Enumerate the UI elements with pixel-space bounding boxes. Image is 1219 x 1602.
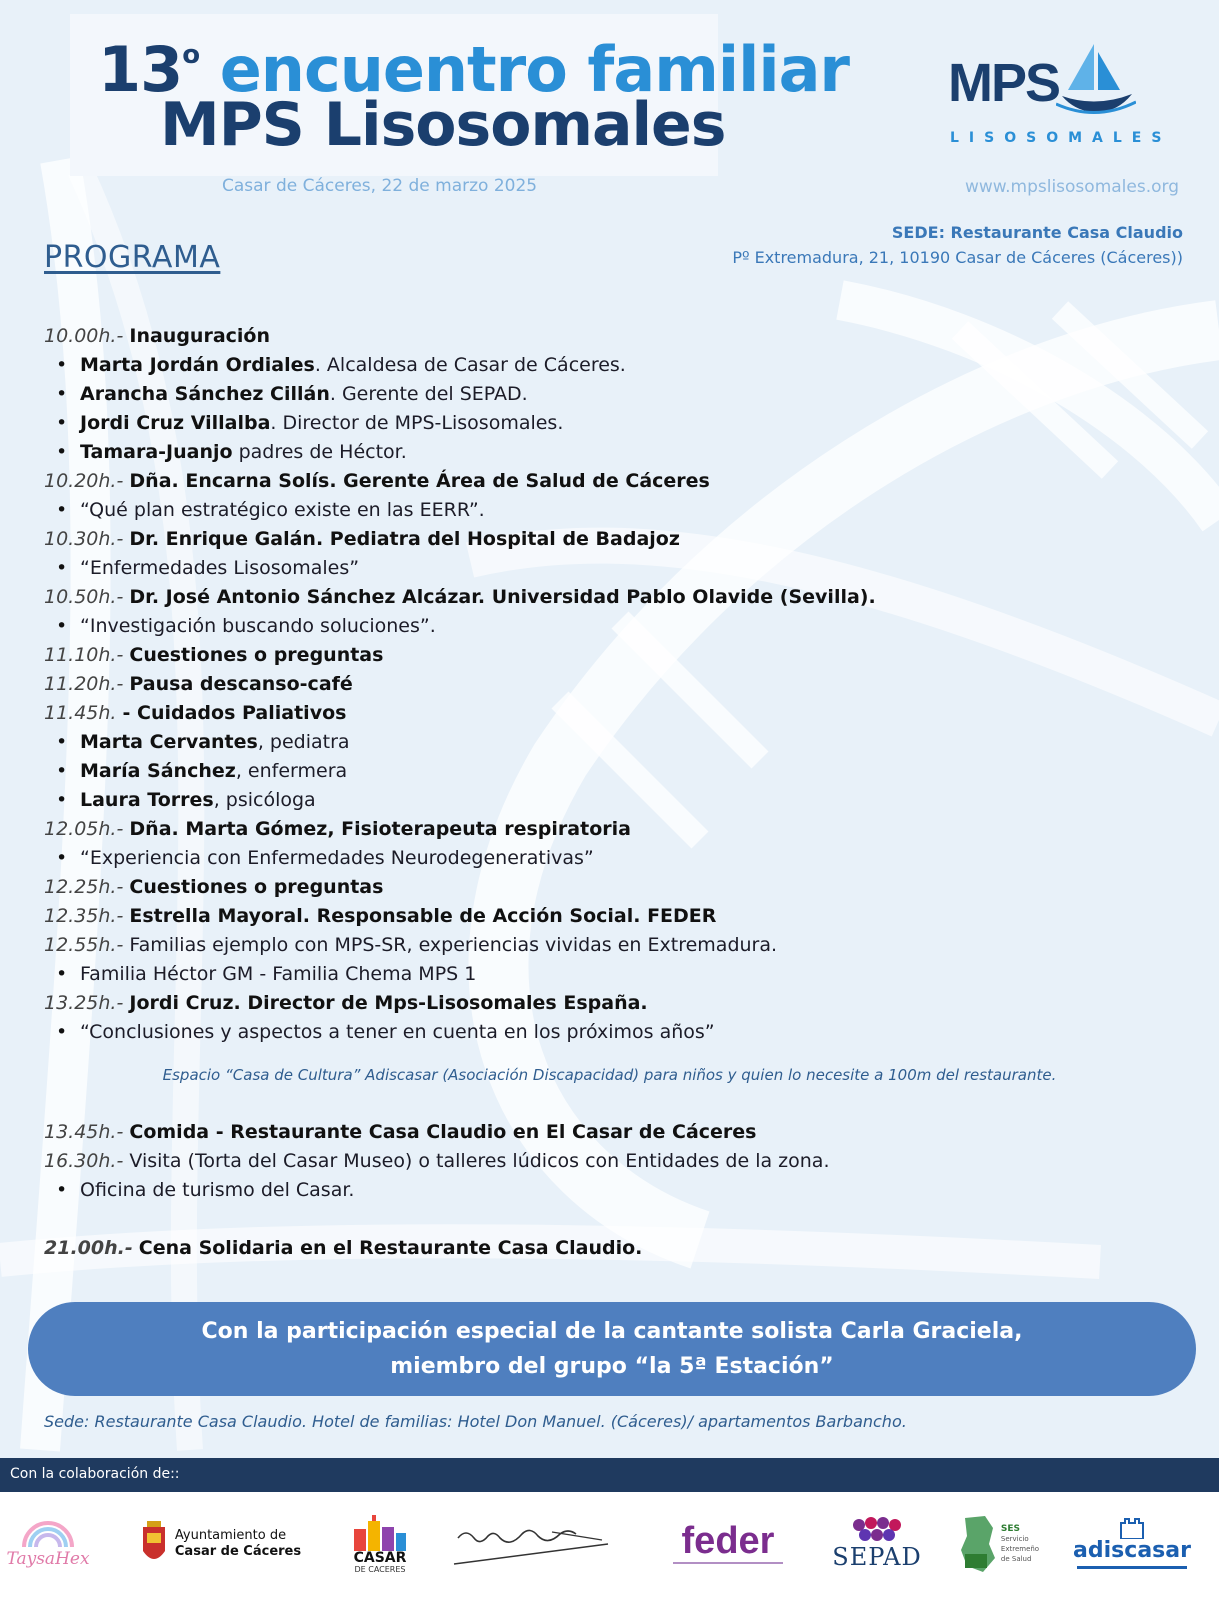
town-icon [352,1515,408,1551]
program-item-text: “Investigación buscando soluciones”. [80,615,436,637]
casar-text: CASAR [353,1549,407,1566]
program-item-title: Tamara-Juanjo [80,441,233,463]
program-item-text: “Qué plan estratégico existe en las EERR”. [80,499,485,521]
taysahex-text: TaysaHex [6,1549,90,1569]
casar-logo [344,1504,416,1584]
extremadura-map-icon [959,1514,999,1574]
program-time-item [44,641,1164,670]
venue-title: SEDE: Restaurante Casa Claudio [891,223,1183,242]
program-bullet-item [44,409,1164,438]
program-item-title: Cena Solidaria en el Restaurante Casa Claudio. [138,1237,643,1259]
program-time-item [44,1234,1164,1263]
banner-line1: Con la participación especial de la cantante solista Carla Graciela, [201,1319,1023,1344]
edition-number: 13 [98,33,183,106]
sepad-text: SEPAD [832,1543,922,1571]
program-item-text: Familia Héctor GM - Familia Chema MPS 1 [80,963,477,985]
program-time: 11.45h. [44,702,117,724]
program-item-title: Cuestiones o preguntas [129,876,384,898]
program-time-item [44,815,1164,844]
boat-icon [1056,42,1136,122]
castle-icon [1119,1517,1145,1539]
program-time: 10.30h.- [44,528,124,550]
program-time: 13.25h.- [44,992,124,1014]
taysahex-logo [8,1504,88,1584]
program-time-item [44,699,1164,728]
program-item-title: Arancha Sánchez Cillán [80,383,330,405]
program-bullet-item [44,844,1164,873]
program-item-title: Marta Jordán Ordiales [80,354,315,376]
feder-text: feder [681,1520,775,1562]
program-item-text: Familias ejemplo con MPS-SR, experiencias vividas en Extremadura. [129,934,778,956]
program-time-item [44,873,1164,902]
adiscasar-waves-icon [1077,1563,1187,1571]
mps-logo-text: MPS [948,53,1060,113]
mps-logo-subtext: LISOSOMALES [950,130,1172,146]
program-bullet-item [44,612,1164,641]
program-item-text: “Experiencia con Enfermedades Neurodegenerativas” [80,847,594,869]
program-time: 12.55h.- [44,934,124,956]
coat-of-arms-icon [141,1521,167,1567]
feder-logo [668,1504,788,1584]
program-time: 12.25h.- [44,876,124,898]
program-item-text: padres de Héctor. [232,441,407,463]
program-item-text: , psicóloga [213,789,316,811]
program-time: 12.05h.- [44,818,124,840]
ayuntamiento-line1: Ayuntamiento de [174,1528,287,1543]
program-time: 11.10h.- [44,644,124,666]
program-time-item [44,1147,1164,1176]
sepad-logo [832,1504,922,1584]
program-time-item [44,902,1164,931]
program-item-title: Jordi Cruz. Director de Mps-Lisosomales España. [129,992,648,1014]
program-time: 11.20h.- [44,673,124,695]
ayuntamiento-logo [132,1504,310,1584]
banner-line2: miembro del grupo “la 5ª Estación” [390,1354,834,1379]
program-item-text: Visita (Torta del Casar Museo) o talleres lúdicos con Entidades de la zona. [129,1150,830,1172]
special-guest-banner [28,1302,1196,1396]
website-link[interactable]: www.mpslisosomales.org [964,177,1179,197]
mps-logo [948,42,1178,152]
program-bullet-item [44,1018,1164,1047]
feder-underline-icon [673,1560,783,1566]
program-bullet-item [44,496,1164,525]
program-item-title: Dña. Encarna Solís. Gerente Área de Salud de Cáceres [129,470,710,492]
program-item-title: - Cuidados Paliativos [122,702,347,724]
program-item-text: . Alcaldesa de Casar de Cáceres. [314,354,626,376]
program-item-title: Pausa descanso-café [129,673,353,695]
section-title: PROGRAMA [44,240,221,275]
edition-ordinal: o [182,40,200,70]
program-time-item [44,583,1164,612]
program-time: 10.20h.- [44,470,124,492]
program-bullet-item [44,380,1164,409]
ses-sub1: Servicio [1000,1535,1029,1543]
ses-sub3: de Salud [1000,1555,1032,1563]
adiscasar-text: adiscasar [1073,1538,1191,1563]
program-item-text: , pediatra [257,731,350,753]
rainbow-icon [18,1519,78,1549]
program-bullet-item [44,757,1164,786]
program-bullet-item [44,728,1164,757]
program-time: 10.50h.- [44,586,124,608]
sponsor-logos [0,1492,1219,1602]
program-item-title: Cuestiones o preguntas [129,644,384,666]
program-item-text: . Gerente del SEPAD. [329,383,528,405]
program-item-title: Dr. José Antonio Sánchez Alcázar. Universidad Pablo Olavide (Sevilla). [129,586,876,608]
program-time: 13.45h.- [44,1121,124,1143]
program-item-title: María Sánchez [80,760,236,782]
ses-sub2: Extremeño [1000,1545,1040,1553]
collaboration-bar [0,1458,1219,1492]
program-item-text: Oficina de turismo del Casar. [80,1179,355,1201]
program-item-title: Estrella Mayoral. Responsable de Acción Social. FEDER [129,905,717,927]
program-time: 16.30h.- [44,1150,124,1172]
program-time-item [44,322,1164,351]
program-time-item [44,467,1164,496]
program-item-text: “Enfermedades Lisosomales” [80,557,360,579]
program-item-title: Inauguración [129,325,271,347]
program-item-title: Comida - Restaurante Casa Claudio en El Casar de Cáceres [129,1121,757,1143]
program-bullet-item [44,1176,1164,1205]
lodging-info: Sede: Restaurante Casa Claudio. Hotel de familias: Hotel Don Manuel. (Cáceres)/ apartamentos Barbancho. [44,1412,907,1431]
casar-subtext: DE CACERES [354,1564,406,1574]
program-time-item [44,931,1164,960]
program-spacer [44,1205,1164,1234]
program-bullet-item [44,960,1164,989]
program-list [44,322,1164,1047]
program-time-item [44,670,1164,699]
program-time-item [44,525,1164,554]
program-item-title: Marta Cervantes [80,731,258,753]
program-item-title: Dña. Marta Gómez, Fisioterapeuta respiratoria [129,818,631,840]
program-time: 12.35h.- [44,905,124,927]
program-time: 10.00h.- [44,325,124,347]
childcare-note: Espacio “Casa de Cultura” Adiscasar (Asociación Discapacidad) para niños y quien lo necesite a 100m del restaurante. [162,1066,1057,1084]
ayuntamiento-line2: Casar de Cáceres [174,1544,302,1559]
program-item-text: “Conclusiones y aspectos a tener en cuenta en los próximos años” [80,1021,715,1043]
program-bullet-item [44,786,1164,815]
collaboration-label: Con la colaboración de:: [10,1466,180,1482]
program-list-afternoon [44,1118,1164,1263]
event-place-date: Casar de Cáceres, 22 de marzo 2025 [222,176,538,196]
casa-claudio-signature-logo [448,1504,616,1584]
program-bullet-item [44,351,1164,380]
program-time-item [44,989,1164,1018]
event-title-line2: MPS Lisosomales [160,90,726,160]
signature-icon [452,1514,612,1574]
ses-text: SES [1000,1524,1021,1534]
program-item-text: . Director de MPS-Lisosomales. [270,412,564,434]
program-item-title: Jordi Cruz Villalba [80,412,271,434]
program-bullet-item [44,438,1164,467]
event-title-text: encuentro familiar [219,33,849,106]
program-time: 21.00h.- [44,1237,133,1259]
program-item-title: Laura Torres [80,789,214,811]
program-item-title: Dr. Enrique Galán. Pediatra del Hospital de Badajoz [129,528,680,550]
program-time-item [44,1118,1164,1147]
adiscasar-logo [1072,1504,1192,1584]
program-item-text: , enfermera [235,760,348,782]
ses-logo [958,1504,1040,1584]
venue-address: Pº Extremadura, 21, 10190 Casar de Cáceres (Cáceres)) [732,248,1183,267]
program-bullet-item [44,554,1164,583]
grapes-icon [851,1517,903,1543]
